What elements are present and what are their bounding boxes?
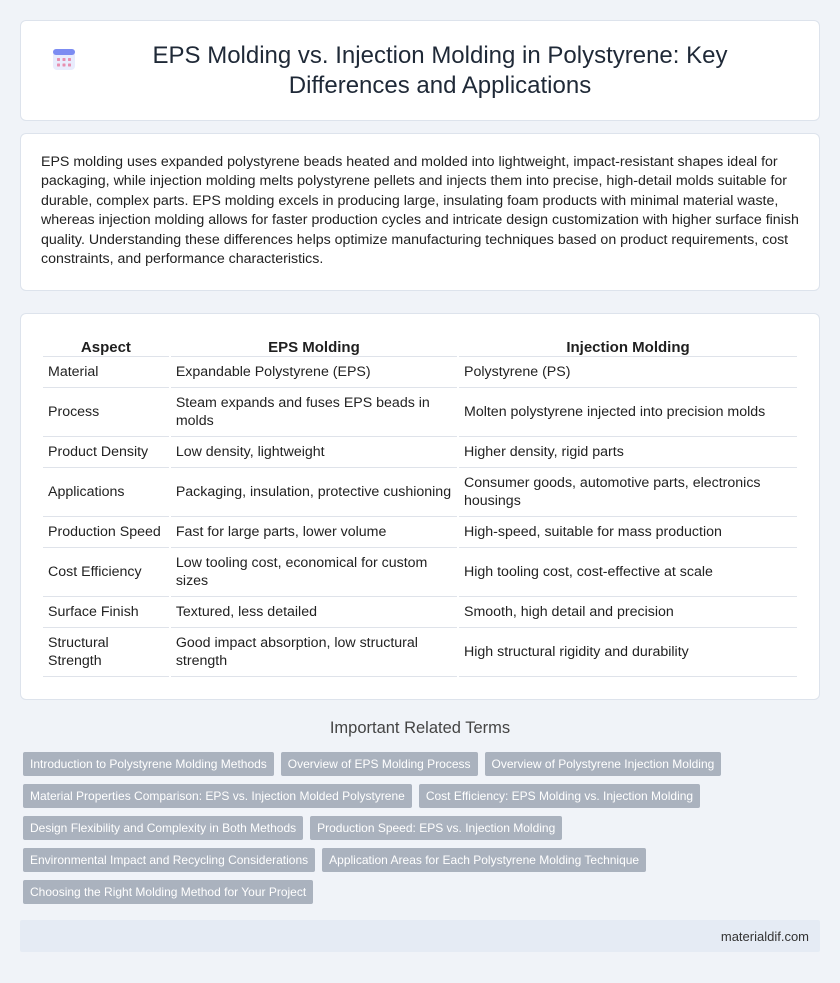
comparison-table [41,335,799,677]
header-card [20,20,820,121]
header-eps-molding: EPS Molding [171,335,457,357]
footer-site-link[interactable]: materialdif.com [720,929,809,944]
table-cell: Smooth, high detail and precision [459,597,797,628]
table-cell: Surface Finish [43,597,169,628]
table-cell: Low density, lightweight [171,437,457,468]
summary-text: EPS molding uses expanded polystyrene beads heated and molded into lightweight, impact-resistant shapes ideal for packaging, while injection molding melts polystyrene pellets and injects them into precise, high-detail molds suitable for durable, complex parts. EPS molding excels in producing large, insulating foam products with minimal material waste, whereas injection molding allows for faster production cycles and intricate design customization with higher surface finish quality. Understanding these differences helps optimize manufacturing techniques based on product requirements, cost constraints, and performance characteristics. [41,154,799,268]
related-term-tag[interactable]: Production Speed: EPS vs. Injection Molding [310,816,562,840]
comparison-table-card [20,313,820,700]
table-row [43,388,797,437]
related-terms-list [23,752,813,904]
table-cell: Low tooling cost, economical for custom sizes [171,548,457,597]
table-cell: Higher density, rigid parts [459,437,797,468]
table-row [43,437,797,468]
table-cell: Consumer goods, automotive parts, electronics housings [459,468,797,517]
header-injection-molding: Injection Molding [459,335,797,357]
related-term-tag[interactable]: Introduction to Polystyrene Molding Methods [23,752,274,776]
table-row [43,548,797,597]
table-cell: Expandable Polystyrene (EPS) [171,357,457,388]
table-cell: Textured, less detailed [171,597,457,628]
related-term-tag[interactable]: Environmental Impact and Recycling Considerations [23,848,315,872]
table-cell: Structural Strength [43,628,169,677]
table-cell: Molten polystyrene injected into precision molds [459,388,797,437]
table-row [43,628,797,677]
table-cell: Production Speed [43,517,169,548]
related-term-tag[interactable]: Material Properties Comparison: EPS vs. Injection Molded Polystyrene [23,784,412,808]
page-title: EPS Molding vs. Injection Molding in Polystyrene: Key Differences and Applications [152,41,728,99]
table-cell: Material [43,357,169,388]
table-row [43,517,797,548]
table-cell: High tooling cost, cost-effective at scale [459,548,797,597]
table-cell: Cost Efficiency [43,548,169,597]
header-aspect: Aspect [43,335,169,357]
table-cell: Fast for large parts, lower volume [171,517,457,548]
table-cell: Product Density [43,437,169,468]
table-cell: High-speed, suitable for mass production [459,517,797,548]
table-cell: Process [43,388,169,437]
footer [20,920,820,952]
related-terms-heading: Important Related Terms [329,719,511,737]
table-cell: High structural rigidity and durability [459,628,797,677]
related-term-tag[interactable]: Choosing the Right Molding Method for Your Project [23,880,313,904]
table-header-row [43,335,797,357]
table-row [43,597,797,628]
table-cell: Packaging, insulation, protective cushioning [171,468,457,517]
related-term-tag[interactable]: Overview of Polystyrene Injection Molding [485,752,722,776]
summary-card [20,133,820,291]
related-term-tag[interactable]: Design Flexibility and Complexity in Both Methods [23,816,303,840]
table-cell: Good impact absorption, low structural strength [171,628,457,677]
related-term-tag[interactable]: Application Areas for Each Polystyrene Molding Technique [322,848,646,872]
related-term-tag[interactable]: Overview of EPS Molding Process [281,752,478,776]
table-cell: Polystyrene (PS) [459,357,797,388]
related-term-tag[interactable]: Cost Efficiency: EPS Molding vs. Injection Molding [419,784,700,808]
table-row [43,357,797,388]
table-cell: Applications [43,468,169,517]
table-row [43,468,797,517]
table-cell: Steam expands and fuses EPS beads in molds [171,388,457,437]
